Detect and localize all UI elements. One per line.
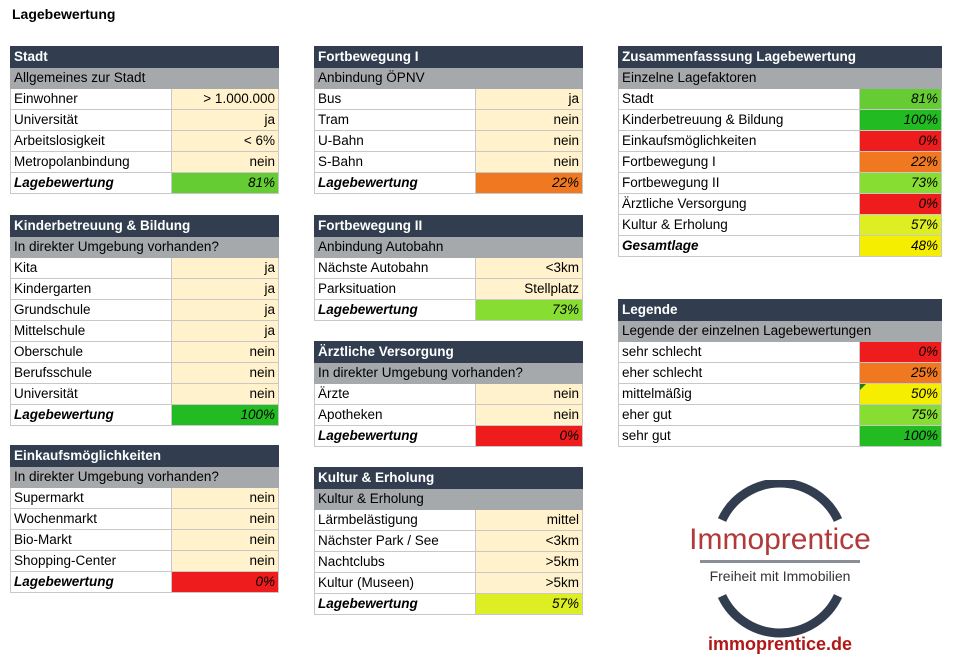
row-label: Fortbewegung I	[619, 152, 860, 173]
arzt-table	[314, 341, 583, 447]
page-title: Lagebewertung	[12, 6, 116, 22]
row-label: Parksituation	[315, 279, 476, 300]
row-label: Tram	[315, 110, 476, 131]
row-label: Wochenmarkt	[11, 509, 172, 530]
total-row	[315, 426, 583, 447]
table-subtitle: Kultur & Erholung	[315, 489, 583, 510]
total-row	[315, 594, 583, 615]
table-subtitle: Anbindung ÖPNV	[315, 68, 583, 89]
row-label: Lärmbelästigung	[315, 510, 476, 531]
total-label: Lagebewertung	[315, 173, 476, 194]
table-row	[11, 300, 279, 321]
row-value: 0%	[860, 194, 942, 215]
row-label: Fortbewegung II	[619, 173, 860, 194]
row-value: 0%	[860, 342, 942, 363]
row-value: 100%	[860, 110, 942, 131]
table-row	[11, 258, 279, 279]
row-label: Mittelschule	[11, 321, 172, 342]
table-row	[619, 405, 942, 426]
row-label: Stadt	[619, 89, 860, 110]
table-row	[619, 152, 942, 173]
row-value[interactable]: nein	[172, 551, 279, 572]
row-value[interactable]: nein	[172, 509, 279, 530]
row-label: Kindergarten	[11, 279, 172, 300]
row-label: Kita	[11, 258, 172, 279]
row-label: sehr schlecht	[619, 342, 860, 363]
logo-ring-icon	[660, 480, 900, 640]
fortbewegung1-table	[314, 46, 583, 194]
total-label: Lagebewertung	[315, 594, 476, 615]
logo-tagline: Freiheit mit Immobilien	[709, 568, 851, 584]
total-value: 0%	[476, 426, 583, 447]
total-row	[619, 236, 942, 257]
row-label: Universität	[11, 384, 172, 405]
row-value[interactable]: ja	[172, 300, 279, 321]
row-label: eher schlecht	[619, 363, 860, 384]
table-subtitle: Anbindung Autobahn	[315, 237, 583, 258]
immoprentice-logo	[660, 480, 900, 640]
table-row	[315, 110, 583, 131]
row-label: Apotheken	[315, 405, 476, 426]
row-value: 81%	[860, 89, 942, 110]
table-subtitle: In direkter Umgebung vorhanden?	[11, 467, 279, 488]
row-value[interactable]: ja	[476, 89, 583, 110]
table-subtitle: Legende der einzelnen Lagebewertungen	[619, 321, 942, 342]
total-label: Lagebewertung	[315, 426, 476, 447]
row-value[interactable]: nein	[476, 131, 583, 152]
table-row	[315, 89, 583, 110]
table-row	[315, 131, 583, 152]
table-row	[11, 110, 279, 131]
table-row	[11, 131, 279, 152]
total-value: 73%	[476, 300, 583, 321]
row-label: Einwohner	[11, 89, 172, 110]
table-title: Fortbewegung II	[315, 216, 583, 237]
row-label: Arbeitslosigkeit	[11, 131, 172, 152]
table-title: Kultur & Erholung	[315, 468, 583, 489]
total-value: 0%	[172, 572, 279, 593]
row-label: Universität	[11, 110, 172, 131]
total-row	[315, 300, 583, 321]
table-title: Stadt	[11, 47, 279, 68]
row-value[interactable]: nein	[476, 384, 583, 405]
table-row	[11, 509, 279, 530]
table-row	[315, 279, 583, 300]
row-value[interactable]: >5km	[476, 573, 583, 594]
total-value: 81%	[172, 173, 279, 194]
row-label: Kultur & Erholung	[619, 215, 860, 236]
total-row	[11, 405, 279, 426]
table-row	[315, 405, 583, 426]
row-label: Supermarkt	[11, 488, 172, 509]
row-value: 100%	[860, 426, 942, 447]
row-value: 50%	[860, 384, 942, 405]
row-label: Einkaufsmöglichkeiten	[619, 131, 860, 152]
kinder-table	[10, 215, 279, 426]
row-value: 0%	[860, 131, 942, 152]
table-row	[315, 152, 583, 173]
table-title: Kinderbetreuung & Bildung	[11, 216, 279, 237]
total-row	[11, 572, 279, 593]
total-label: Lagebewertung	[11, 572, 172, 593]
table-row	[619, 194, 942, 215]
row-label: Bus	[315, 89, 476, 110]
total-label: Lagebewertung	[315, 300, 476, 321]
fortbewegung2-table	[314, 215, 583, 321]
total-label: Gesamtlage	[619, 236, 860, 257]
row-value[interactable]: nein	[172, 152, 279, 173]
table-row	[11, 384, 279, 405]
table-row	[619, 131, 942, 152]
stadt-table	[10, 46, 279, 194]
table-row	[11, 321, 279, 342]
table-row	[619, 426, 942, 447]
table-row	[11, 89, 279, 110]
table-row	[11, 530, 279, 551]
cell-comment-marker	[860, 384, 866, 390]
table-row	[619, 215, 942, 236]
row-value[interactable]: nein	[476, 152, 583, 173]
table-subtitle: In direkter Umgebung vorhanden?	[315, 363, 583, 384]
table-title: Einkaufsmöglichkeiten	[11, 446, 279, 467]
table-row	[619, 89, 942, 110]
row-label: sehr gut	[619, 426, 860, 447]
row-value[interactable]: <3km	[476, 531, 583, 552]
row-value: 25%	[860, 363, 942, 384]
row-value[interactable]: ja	[172, 279, 279, 300]
row-value[interactable]: >5km	[476, 552, 583, 573]
row-value[interactable]: <3km	[476, 258, 583, 279]
table-row	[11, 488, 279, 509]
row-value[interactable]: Stellplatz	[476, 279, 583, 300]
row-value[interactable]: nein	[172, 342, 279, 363]
legend-table	[618, 299, 942, 447]
table-row	[315, 531, 583, 552]
total-value: 48%	[860, 236, 942, 257]
row-value[interactable]: nein	[476, 405, 583, 426]
row-label: Metropolanbindung	[11, 152, 172, 173]
row-label: Ärzte	[315, 384, 476, 405]
row-value[interactable]: nein	[476, 110, 583, 131]
table-row	[619, 342, 942, 363]
row-label: Bio-Markt	[11, 530, 172, 551]
total-label: Lagebewertung	[11, 405, 172, 426]
table-title: Legende	[619, 300, 942, 321]
row-value[interactable]: > 1.000.000	[172, 89, 279, 110]
row-label: Shopping-Center	[11, 551, 172, 572]
row-value[interactable]: mittel	[476, 510, 583, 531]
row-value[interactable]: nein	[172, 363, 279, 384]
row-value: 73%	[860, 173, 942, 194]
row-value[interactable]: < 6%	[172, 131, 279, 152]
table-row	[315, 384, 583, 405]
logo-name: Immoprentice	[689, 523, 871, 556]
row-label: U-Bahn	[315, 131, 476, 152]
total-value: 57%	[476, 594, 583, 615]
table-subtitle: In direkter Umgebung vorhanden?	[11, 237, 279, 258]
row-label: S-Bahn	[315, 152, 476, 173]
row-value[interactable]: ja	[172, 321, 279, 342]
table-title: Zusammenfasssung Lagebewertung	[619, 47, 942, 68]
total-label: Lagebewertung	[11, 173, 172, 194]
row-value: 22%	[860, 152, 942, 173]
row-value: 75%	[860, 405, 942, 426]
table-row	[619, 110, 942, 131]
row-label: Berufsschule	[11, 363, 172, 384]
table-row	[315, 510, 583, 531]
total-row	[11, 173, 279, 194]
table-subtitle: Einzelne Lagefaktoren	[619, 68, 942, 89]
table-row	[11, 152, 279, 173]
row-value[interactable]: ja	[172, 110, 279, 131]
row-label: Ärztliche Versorgung	[619, 194, 860, 215]
row-label: eher gut	[619, 405, 860, 426]
table-row	[619, 363, 942, 384]
row-label: Kinderbetreuung & Bildung	[619, 110, 860, 131]
table-row	[315, 552, 583, 573]
einkauf-table	[10, 445, 279, 593]
table-row	[11, 279, 279, 300]
row-value[interactable]: ja	[172, 258, 279, 279]
table-row	[619, 384, 942, 405]
table-row	[11, 363, 279, 384]
row-value[interactable]: nein	[172, 384, 279, 405]
row-label: Nächster Park / See	[315, 531, 476, 552]
table-row	[315, 573, 583, 594]
website-url[interactable]: immoprentice.de	[707, 634, 853, 654]
row-label: mittelmäßig	[619, 384, 860, 405]
row-label: Nächste Autobahn	[315, 258, 476, 279]
row-value[interactable]: nein	[172, 488, 279, 509]
table-title: Ärztliche Versorgung	[315, 342, 583, 363]
total-value: 100%	[172, 405, 279, 426]
table-row	[619, 173, 942, 194]
row-label: Kultur (Museen)	[315, 573, 476, 594]
row-value[interactable]: nein	[172, 530, 279, 551]
summary-table	[618, 46, 942, 257]
row-value: 57%	[860, 215, 942, 236]
table-row	[11, 342, 279, 363]
row-label: Oberschule	[11, 342, 172, 363]
table-subtitle: Allgemeines zur Stadt	[11, 68, 279, 89]
row-label: Nachtclubs	[315, 552, 476, 573]
total-value: 22%	[476, 173, 583, 194]
row-label: Grundschule	[11, 300, 172, 321]
kultur-table	[314, 467, 583, 615]
table-row	[315, 258, 583, 279]
total-row	[315, 173, 583, 194]
table-row	[11, 551, 279, 572]
table-title: Fortbewegung I	[315, 47, 583, 68]
